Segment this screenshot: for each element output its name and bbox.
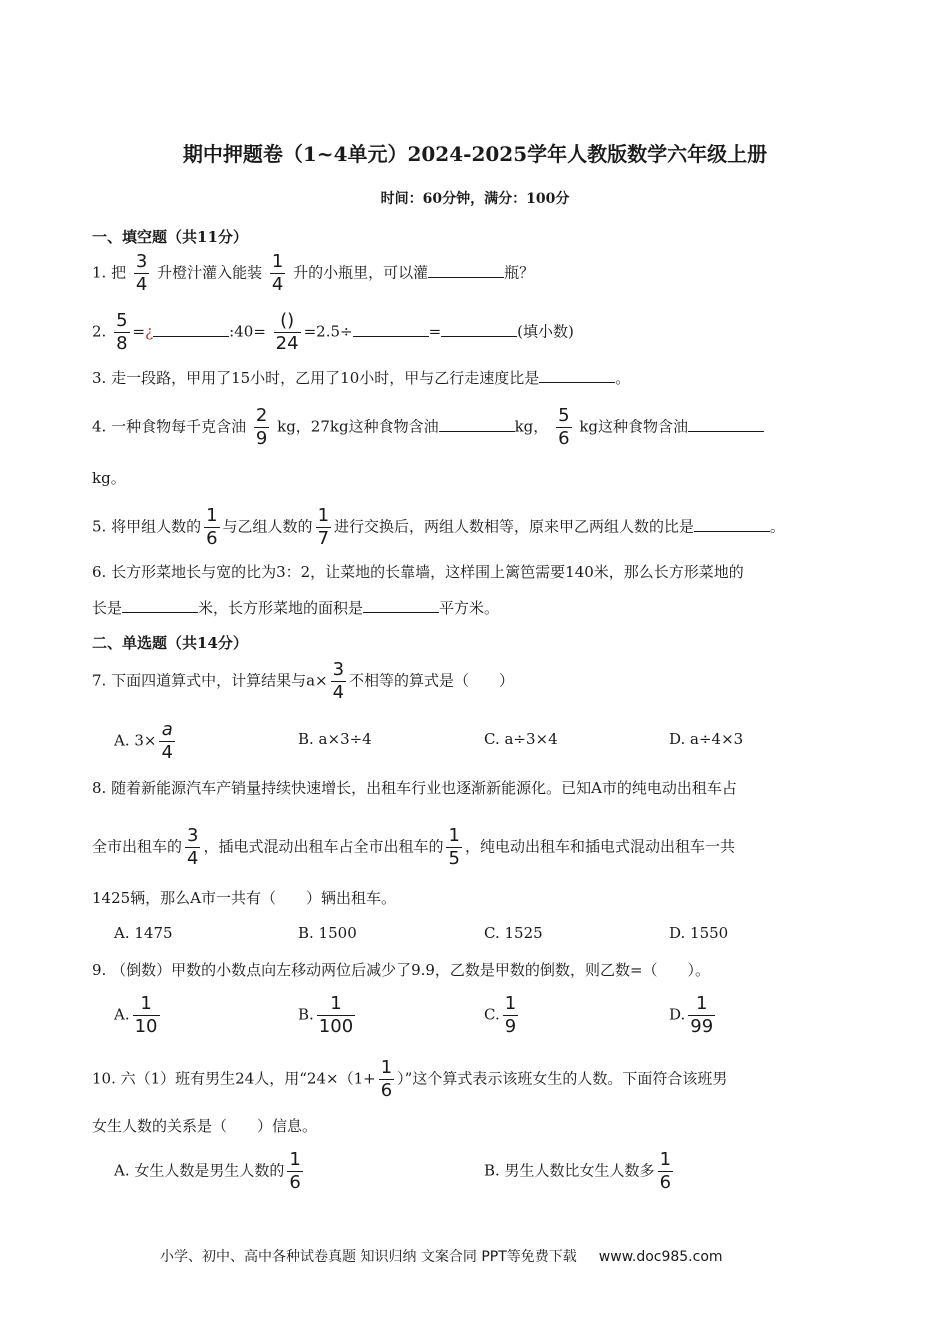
fraction: $\frac{1}{6}$ [659,1149,672,1193]
option-d[interactable]: D. 1550 [669,924,729,942]
answer-blank[interactable] [441,320,517,337]
fraction: $\frac{1}{6}$ [380,1057,393,1101]
question-7: 7. 下面四道算式中，计算结果与a× $\frac{3}{4}$ 不相等的算式是（ ） [92,659,515,703]
fraction: $\frac{1}{7}$ [317,505,330,549]
option-c[interactable]: C. 1525 [484,924,543,942]
answer-blank[interactable] [439,415,515,432]
fraction: $\frac{1}{10}$ [134,993,158,1037]
answer-blank[interactable] [353,320,429,337]
page-title: 期中押题卷（1~4单元）2024-2025学年人教版数学六年级上册 [182,142,768,166]
option-c[interactable]: C. a÷3×4 [484,730,558,748]
question-6-cont: 长是 米，长方形菜地的面积是 平方米。 [92,596,499,620]
fraction: $\frac{2}{9}$ [255,405,268,449]
question-5: 5. 将甲组人数的 $\frac{1}{6}$ 与乙组人数的 $\frac{1}{7}$ 进行交换后，两组人数相等，原来甲乙两组人数的比是 。 [92,505,786,549]
fraction: $\frac{1}{6}$ [289,1149,301,1193]
question-10: 10. 六（1）班有男生24人，用“24×（1+ $\frac{1}{6}$ ）”这个算式表示该班女生的人数。下面符合该班男 [92,1057,728,1101]
option-b[interactable]: B. a×3÷4 [298,730,372,748]
question-10-cont: 女生人数的关系是（ ）信息。 [92,1117,318,1135]
option-a[interactable]: A. 1475 [114,924,173,942]
fraction: $\frac{3}{4}$ [135,251,148,295]
answer-blank[interactable] [153,320,229,337]
exam-info: 时间：60分钟，满分：100分 [380,191,570,207]
question-8: 8. 随着新能源汽车产销量持续快速增长，出租车行业也逐渐新能源化。已知A市的纯电动出租车占 [92,779,737,797]
fraction: $\frac{3}{4}$ [187,825,199,869]
question-4-cont: kg。 [92,469,126,487]
question-3: 3. 走一段路，甲用了15小时，乙用了10小时，甲与乙行走速度比是 。 [92,366,630,390]
fraction: $\frac{1}{9}$ [504,993,517,1037]
fraction: $\frac{1}{4}$ [271,251,284,295]
answer-blank[interactable] [363,596,439,613]
option-a[interactable]: A. $\frac{1}{10}$ [114,993,158,1037]
fraction: $\frac{a}{4}$ [161,719,173,763]
option-d[interactable]: D. $\frac{1}{99}$ [669,993,714,1037]
fraction: $\frac{5}{8}$ [116,310,128,354]
answer-blank[interactable] [688,415,764,432]
section-heading-choice: 二、单选题（共14分） [92,634,248,652]
fraction: $\frac{()}{24}$ [275,310,299,354]
question-8-cont2: 1425辆，那么A市一共有（ ）辆出租车。 [92,889,397,907]
fraction: $\frac{1}{5}$ [448,825,460,869]
fraction: $\frac{1}{99}$ [690,993,714,1037]
option-b[interactable]: B. $\frac{1}{100}$ [298,993,354,1037]
footer-text: 小学、初中、高中各种试卷真题 知识归纳 文案合同 PPT等免费下载 [160,1249,577,1265]
question-9: 9. （倒数）甲数的小数点向左移动两位后减少了9.9，乙数是甲数的倒数，则乙数=（ ）。 [92,961,711,979]
option-c[interactable]: C. $\frac{1}{9}$ [484,993,517,1037]
question-1: 1. 把 $\frac{3}{4}$ 升橙汁灌入能装 $\frac{1}{4}$ 升的小瓶里，可以灌 瓶？ [92,251,535,295]
fraction: $\frac{5}{6}$ [558,405,570,449]
option-a[interactable]: A. 女生人数是男生人数的 $\frac{1}{6}$ [114,1149,301,1193]
section-heading-fill: 一、填空题（共11分） [92,228,248,246]
answer-blank[interactable] [694,515,770,532]
option-b[interactable]: B. 男生人数比女生人数多 $\frac{1}{6}$ [484,1149,672,1193]
answer-blank[interactable] [539,366,615,383]
question-8-cont: 全市出租车的 $\frac{3}{4}$ ，插电式混动出租车占全市出租车的 $\frac{1}{5}$ ，纯电动出租车和插电式混动出租车一共 [92,825,735,869]
question-2: 2. $\frac{5}{8}$ =¿ :40= $\frac{()}{24}$ =2.5÷ = (填小数) [92,310,574,354]
question-4: 4. 一种食物每千克含油 $\frac{2}{9}$ kg，27kg这种食物含油 kg， $\frac{5}{6}$ kg这种食物含油 [92,406,764,449]
option-b[interactable]: B. 1500 [298,924,357,942]
option-d[interactable]: D. a÷4×3 [669,730,744,748]
question-6: 6. 长方形菜地长与宽的比为3：2，让菜地的长靠墙，这样围上篱笆需要140米，那么长方形菜地的 [92,563,744,581]
fraction: $\frac{3}{4}$ [332,659,345,703]
fraction: $\frac{1}{6}$ [206,505,218,549]
footer [160,1246,723,1266]
answer-blank[interactable] [122,596,198,613]
option-a[interactable]: A. 3× $\frac{a}{4}$ [114,719,173,763]
footer-link[interactable]: www.doc985.com [598,1249,723,1265]
answer-blank[interactable] [428,261,504,278]
fraction: $\frac{1}{100}$ [318,993,354,1037]
